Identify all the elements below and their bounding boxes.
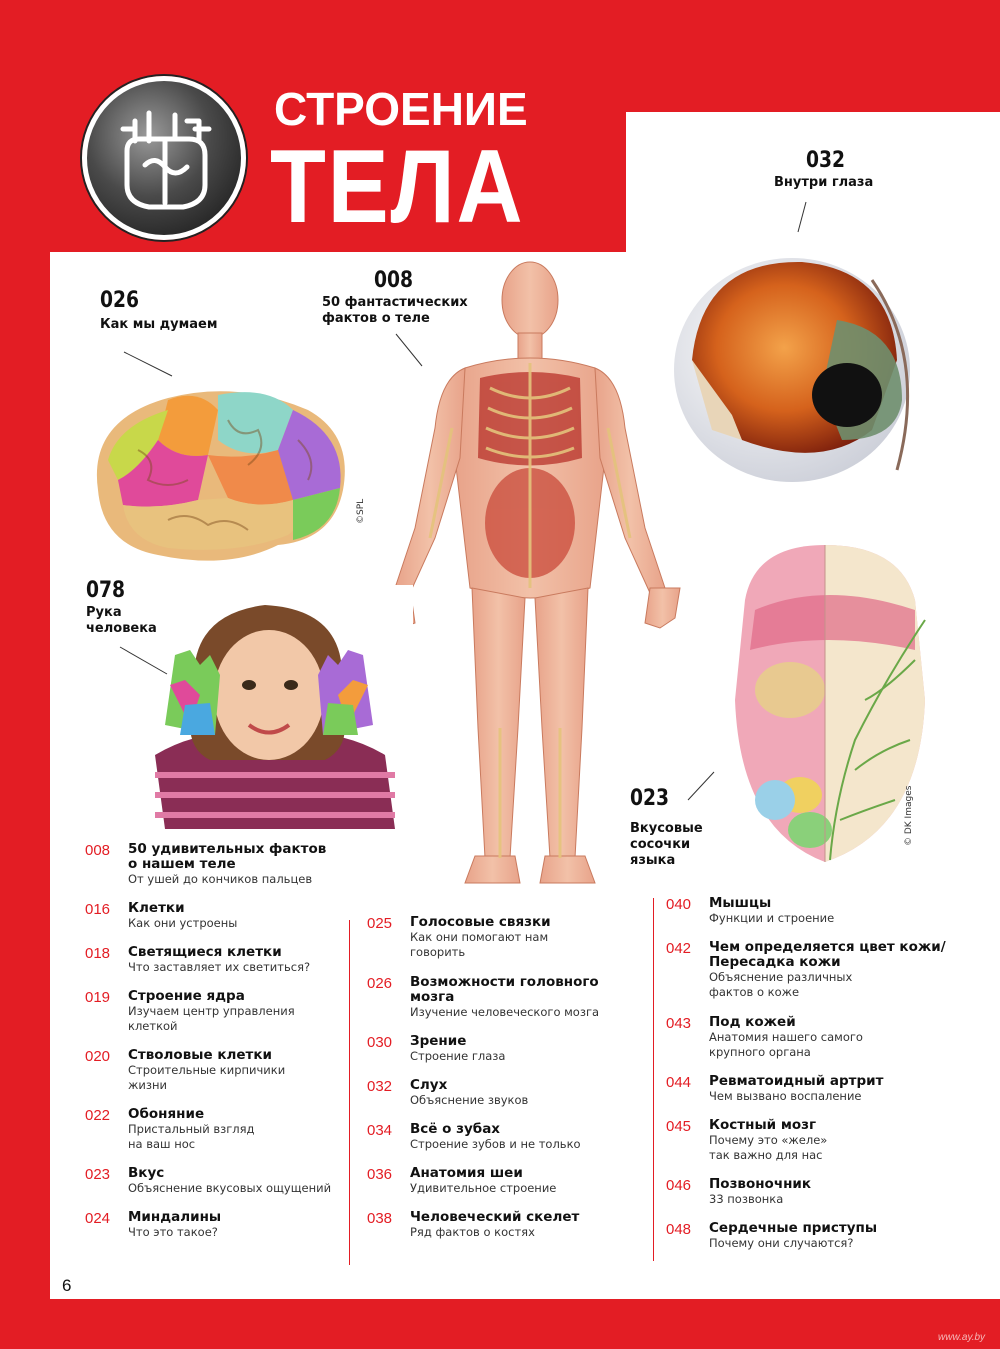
toc-page-number: 026 [367,975,393,992]
toc-subtitle: Почему это «желе» так важно для нас [709,1133,828,1162]
toc-title: Сердечные приступы [709,1220,878,1236]
toc-subtitle: Изучаем центр управления клеткой [128,1004,295,1033]
callout-tongue-number: 023 [630,786,670,811]
toc-subtitle: Объяснение различных фактов о коже [709,970,853,999]
callout-brain-label: Как мы думаем [100,317,218,332]
toc-subtitle: Как они помогают нам говорить [410,930,549,959]
toc-title: Всё о зубах [410,1121,501,1137]
toc-title: Вкус [128,1165,165,1181]
toc-subtitle: Чем вызвано воспаление [709,1089,862,1103]
toc-page-number: 044 [666,1074,692,1091]
toc-title: Светящиеся клетки [128,944,282,960]
toc-subtitle: Строительные кирпичики жизни [128,1063,286,1092]
toc-page-number: 008 [85,842,111,859]
toc-subtitle: Почему они случаются? [709,1236,854,1250]
toc-subtitle: Удивительное строение [410,1181,557,1195]
toc-page-number: 043 [666,1015,692,1032]
toc-subtitle: Анатомия нашего самого крупного органа [709,1030,863,1059]
toc-divider-2 [653,898,654,1261]
callout-eye[interactable] [774,148,874,191]
toc-subtitle: Ряд фактов о костях [410,1225,535,1239]
toc-title: Слух [410,1077,448,1093]
callout-tongue-label: Вкусовые сосочки языка [630,821,703,868]
toc-page-number: 034 [367,1122,393,1139]
toc-subtitle: От ушей до кончиков пальцев [128,872,313,886]
toc-subtitle: Объяснение звуков [410,1093,529,1107]
toc-subtitle: Пристальный взгляд на ваш нос [128,1122,255,1151]
toc-title: Возможности головного мозга [410,974,599,1005]
toc-page-number: 036 [367,1166,393,1183]
toc-title: Анатомия шеи [410,1165,523,1181]
toc-subtitle: Как они устроены [128,916,238,930]
toc-subtitle: Что это такое? [128,1225,218,1239]
toc-title: Человеческий скелет [410,1209,580,1225]
callout-body[interactable] [322,268,472,327]
callout-hand[interactable] [86,578,166,637]
callout-eye-label: Внутри глаза [774,175,874,190]
toc-subtitle: Функции и строение [709,911,835,925]
callout-body-label: 50 фантастических фактов о теле [322,295,468,326]
callout-brain[interactable] [100,288,217,333]
toc-page-number: 023 [85,1166,111,1183]
toc-page-number: 030 [367,1034,393,1051]
toc-subtitle: Объяснение вкусовых ощущений [128,1181,332,1195]
toc-title: Мышцы [709,895,772,911]
toc-page-number: 025 [367,915,393,932]
toc-title: Строение ядра [128,988,245,1004]
toc-page-number: 042 [666,940,692,957]
toc-title: Клетки [128,900,185,916]
toc-page-number: 040 [666,896,692,913]
toc-subtitle: 33 позвонка [709,1192,784,1206]
callout-hand-number: 078 [86,578,126,603]
toc-title: Позвоночник [709,1176,812,1192]
callout-eye-number: 032 [806,148,846,173]
toc-title: Стволовые клетки [128,1047,272,1063]
credit-dk-images: © DK Images [904,785,914,846]
toc-page-number: 016 [85,901,111,918]
toc-page-number: 038 [367,1210,393,1227]
toc-title: Голосовые связки [410,914,551,930]
callout-body-number: 008 [374,268,414,293]
toc-subtitle: Изучение человеческого мозга [410,1005,600,1019]
toc-subtitle: Что заставляет их светиться? [128,960,311,974]
toc-subtitle: Строение глаза [410,1049,506,1063]
watermark: www.ay.by [938,1332,986,1343]
toc-title: Обоняние [128,1106,205,1122]
toc-title: 50 удивительных фактов о нашем теле [128,841,327,872]
page-number: 6 [62,1276,72,1295]
toc-page-number: 019 [85,989,111,1006]
callout-brain-number: 026 [100,288,140,313]
toc-page-number: 024 [85,1210,111,1227]
toc-title: Чем определяется цвет кожи/ Пересадка кожи [709,939,946,970]
callout-hand-label: Рука человека [86,605,157,636]
title-line1: СТРОЕНИЕ [274,83,528,135]
toc-title: Миндалины [128,1209,222,1225]
toc-title: Ревматоидный артрит [709,1073,884,1089]
toc-title: Костный мозг [709,1117,817,1133]
toc-title: Под кожей [709,1014,796,1030]
toc-page-number: 046 [666,1177,692,1194]
toc-page-number: 022 [85,1107,111,1124]
toc-page-number: 048 [666,1221,692,1238]
toc-page-number: 032 [367,1078,393,1095]
toc-page-number: 018 [85,945,111,962]
callout-tongue[interactable] [630,786,715,869]
toc-page-number: 045 [666,1118,692,1135]
credit-spl: ©SPL [356,498,366,524]
toc-page-number: 020 [85,1048,111,1065]
toc-subtitle: Строение зубов и не только [410,1137,581,1151]
title-line2: ТЕЛА [270,129,525,245]
toc-title: Зрение [410,1033,467,1049]
